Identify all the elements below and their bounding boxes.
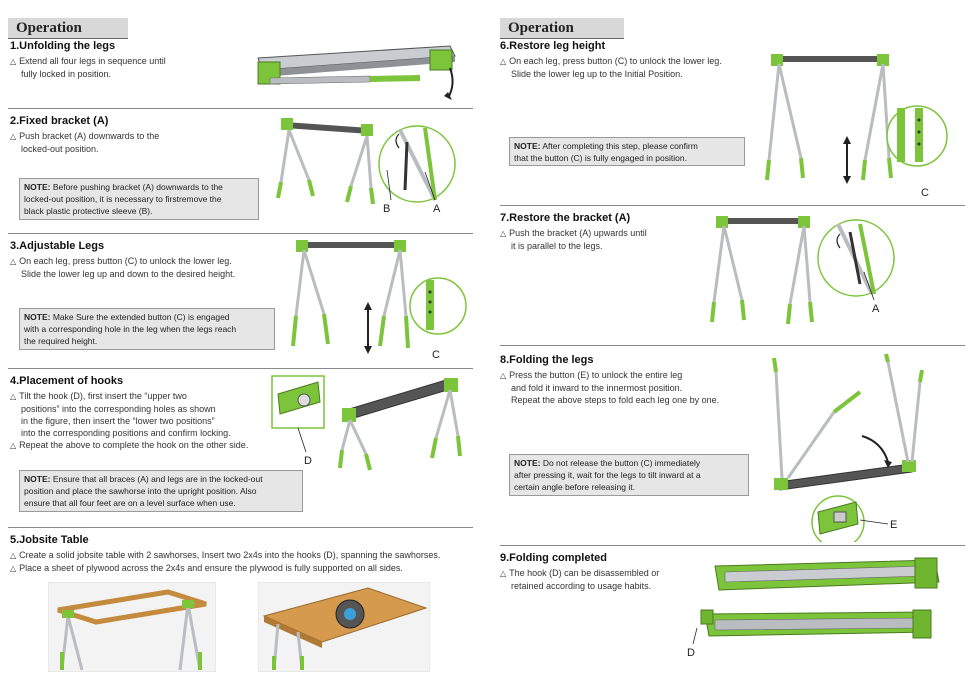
- section-folding-legs: [500, 354, 719, 406]
- instruction-line: △ Repeat the above to complete the hook on the other side.: [10, 440, 249, 450]
- section-title: 5.Jobsite Table: [10, 534, 89, 546]
- note-box: NOTE: After completing this step, please confirm that the button (C) is fully engaged in position.: [509, 137, 745, 166]
- section-title: 7.Restore the bracket (A): [500, 212, 631, 224]
- note-box: NOTE: Do not release the button (C) immediately after pressing it, wait for the legs to tilt inward at a certain angle before releasing it.: [509, 454, 749, 496]
- note-box: NOTE: Make Sure the extended button (C) is engaged with a corresponding hole in the leg when the legs reach the required height.: [19, 308, 275, 350]
- section-title: 4.Placement of hooks: [10, 375, 124, 387]
- section-title: 3.Adjustable Legs: [10, 240, 105, 252]
- callout-c: C: [921, 187, 929, 199]
- callout-a: A: [872, 303, 880, 315]
- section-restore-bracket: [500, 212, 647, 252]
- section-title: 6.Restore leg height: [500, 40, 606, 52]
- folding-completed-illustration: [685, 552, 955, 662]
- instruction-line: △ Create a solid jobsite table with 2 sawhorses, Insert two 2x4s into the hooks (D), spanning the sawhorses.: [10, 550, 441, 560]
- page-header: Operation: [500, 18, 624, 39]
- instruction-line: positions” into the corresponding holes as shown: [21, 404, 216, 414]
- instruction-line: △ Push bracket (A) downwards to the: [10, 131, 160, 141]
- section-title: 1.Unfolding the legs: [10, 40, 116, 52]
- section-fixed-bracket: [10, 115, 159, 155]
- jobsite-plywood-illustration: [258, 582, 430, 672]
- instruction-line: △ Extend all four legs in sequence until: [10, 56, 166, 66]
- callout-e: E: [890, 519, 898, 531]
- page-header: Operation: [8, 18, 128, 39]
- section-placement-of-hooks: [10, 375, 248, 452]
- instruction-line: it is parallel to the legs.: [511, 241, 603, 251]
- callout-d: D: [304, 455, 312, 467]
- section-title: 2.Fixed bracket (A): [10, 115, 109, 127]
- note-box: NOTE: Ensure that all braces (A) and legs are in the locked-out position and place the sawhorse into the upright position. Also ensure that all four feet are on a level surface when use.: [19, 470, 303, 512]
- instruction-line: retained according to usage habits.: [511, 581, 652, 591]
- instruction-line: Slide the lower leg up and down to the desired height.: [21, 269, 236, 279]
- hooks-illustration: [268, 372, 473, 472]
- unfolding-legs-illustration: [250, 40, 470, 108]
- section-jobsite-table: [10, 534, 440, 575]
- instruction-line: △ Place a sheet of plywood across the 2x4s and ensure the plywood is fully supported on all sides.: [10, 563, 403, 573]
- section-title: 9.Folding completed: [500, 552, 607, 564]
- instruction-line: △ Press the button (E) to unlock the entire leg: [500, 370, 683, 380]
- right-page: [485, 0, 970, 678]
- instruction-line: Slide the lower leg up to the Initial Position.: [511, 69, 683, 79]
- instruction-line: into the corresponding positions and confirm locking.: [21, 428, 231, 438]
- jobsite-frame-illustration: [48, 582, 216, 672]
- section-adjustable-legs: [10, 240, 235, 280]
- instruction-line: and fold it inward to the innermost position.: [511, 383, 683, 393]
- section-restore-leg-height: [500, 40, 722, 80]
- instruction-line: Repeat the above steps to fold each leg one by one.: [511, 395, 720, 405]
- instruction-line: △ On each leg, press button (C) to unlock the lower leg.: [500, 56, 722, 66]
- folding-legs-illustration: [770, 352, 960, 542]
- instruction-line: △ Push the bracket (A) upwards until: [500, 228, 647, 238]
- callout-d: D: [687, 647, 695, 659]
- note-box: NOTE: Before pushing bracket (A) downwards to the locked-out position, it is necessary to firstremove the black plastic protective sleeve (B).: [19, 178, 259, 220]
- instruction-line: locked-out position.: [21, 144, 99, 154]
- instruction-line: △ On each leg, press button (C) to unlock the lower leg.: [10, 256, 232, 266]
- section-unfolding-legs: [10, 40, 166, 80]
- instruction-line: fully locked in position.: [21, 69, 112, 79]
- instruction-line: in the figure, then insert the “lower two positions”: [21, 416, 215, 426]
- instruction-line: △ Tilt the hook (D), first insert the “upper two: [10, 391, 187, 401]
- callout-a: A: [433, 203, 441, 215]
- section-folding-completed: [500, 552, 659, 592]
- callout-b: B: [383, 203, 391, 215]
- callout-c: C: [432, 349, 440, 361]
- restore-bracket-illustration: [710, 212, 910, 342]
- section-title: 8.Folding the legs: [500, 354, 594, 366]
- instruction-line: △ The hook (D) can be disassembled or: [500, 568, 660, 578]
- fixed-bracket-illustration: [275, 112, 475, 220]
- restore-leg-height-illustration: [765, 50, 955, 200]
- adjustable-legs-illustration: [290, 236, 470, 366]
